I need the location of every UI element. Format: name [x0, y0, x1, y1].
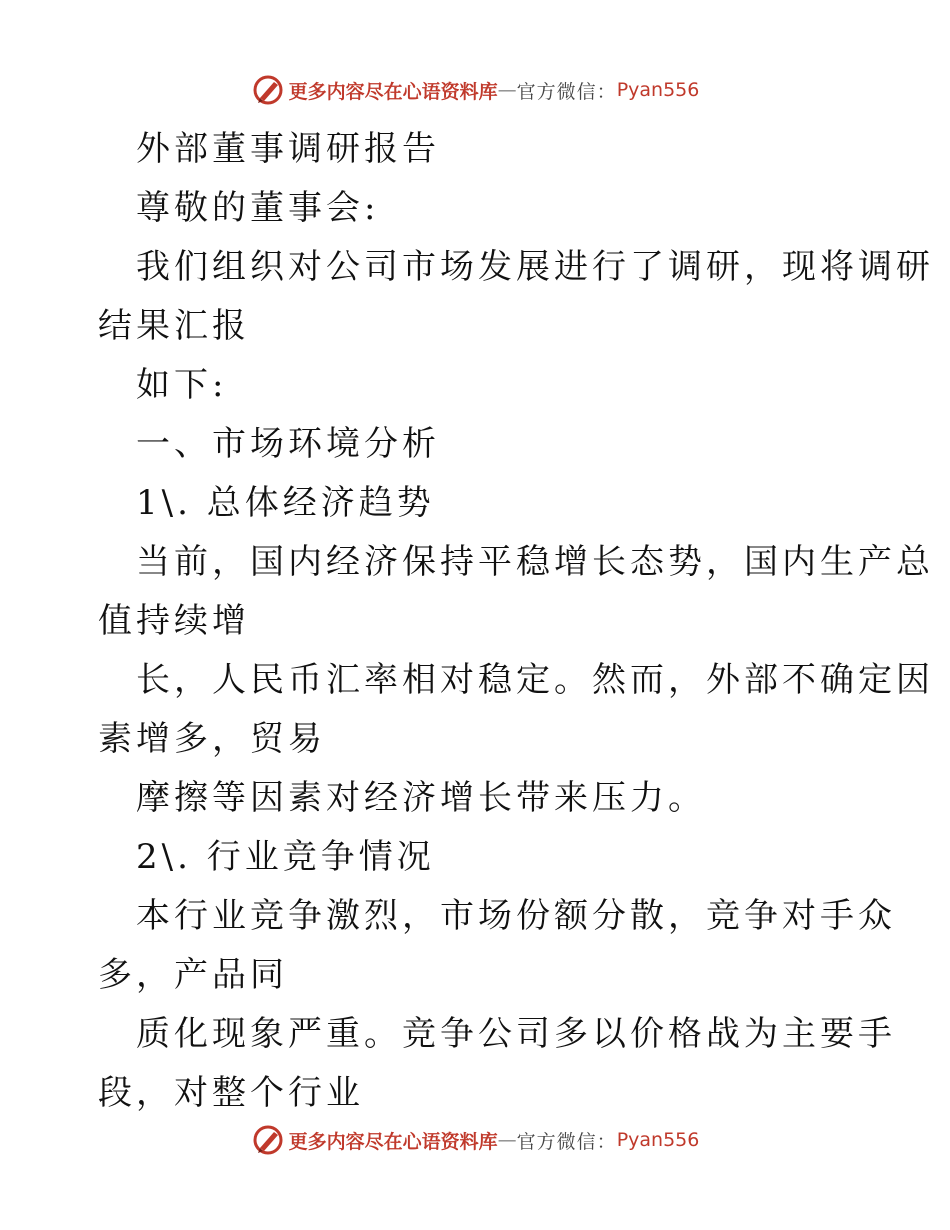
- paragraph-1-line-2: 值持续增: [98, 601, 250, 641]
- pen-logo-icon: [251, 1123, 285, 1157]
- intro-line-1: 我们组织对公司市场发展进行了调研，现将调研: [136, 247, 934, 287]
- paragraph-2-line-1: 长，人民币汇率相对稳定。然而，外部不确定因: [136, 660, 934, 700]
- salutation: 尊敬的董事会:: [136, 188, 380, 228]
- document-title: 外部董事调研报告: [136, 129, 440, 169]
- paragraph-4-line-2: 多，产品同: [98, 955, 288, 995]
- paragraph-5-line-1: 质化现象严重。竞争公司多以价格战为主要手: [136, 1014, 896, 1054]
- document-body: [98, 120, 934, 1123]
- watermark-dash: —: [497, 1129, 517, 1151]
- watermark-wechat-id: Pyan556: [616, 79, 700, 101]
- watermark-wechat-id: Pyan556: [616, 1129, 700, 1151]
- paragraph-4-line-1: 本行业竞争激烈，市场份额分散，竞争对手众: [136, 896, 896, 936]
- watermark-wechat-label: 官方微信：: [516, 80, 617, 103]
- subheading-2: 2\. 行业竞争情况: [136, 837, 435, 877]
- footer-watermark: [0, 1120, 950, 1160]
- watermark-dash: —: [497, 79, 517, 101]
- watermark-main-text: 更多内容尽在心语资料库: [288, 80, 498, 103]
- header-watermark: [0, 70, 950, 110]
- paragraph-5-line-2: 段，对整个行业: [98, 1073, 364, 1113]
- section-heading-1: 一、市场环境分析: [136, 424, 440, 464]
- intro-line-2: 结果汇报: [98, 306, 250, 346]
- paragraph-3: 摩擦等因素对经济增长带来压力。: [136, 778, 706, 818]
- watermark-main-text: 更多内容尽在心语资料库: [288, 1130, 498, 1153]
- intro-end: 如下:: [136, 365, 228, 405]
- paragraph-1-line-1: 当前，国内经济保持平稳增长态势，国内生产总: [136, 542, 934, 582]
- paragraph-2-line-2: 素增多，贸易: [98, 719, 326, 759]
- subheading-1: 1\. 总体经济趋势: [136, 483, 435, 523]
- pen-logo-icon: [251, 73, 285, 107]
- watermark-wechat-label: 官方微信：: [516, 1130, 617, 1153]
